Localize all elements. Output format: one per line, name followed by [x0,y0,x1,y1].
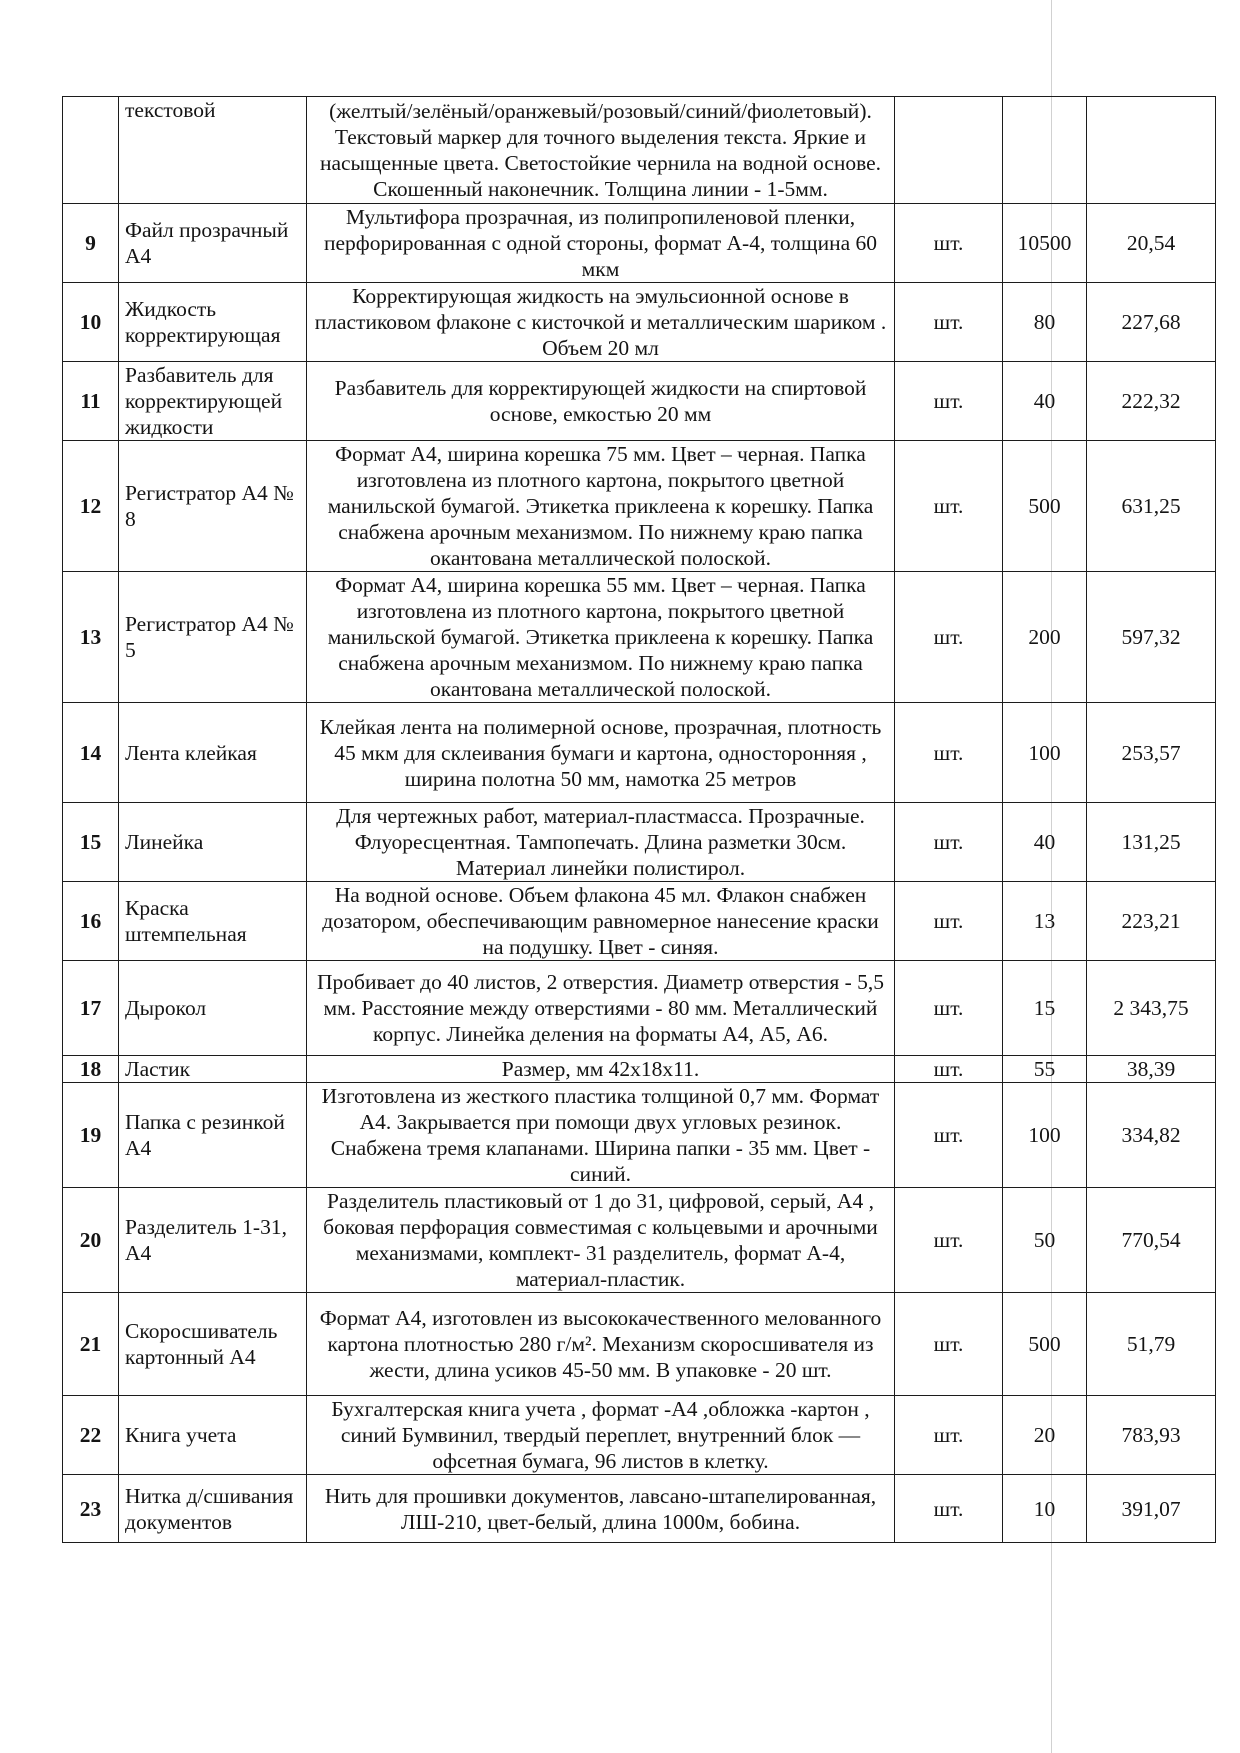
table-row [63,961,1216,1056]
cell-num: 17 [63,961,119,1056]
cell-unit: шт. [895,1188,1003,1293]
cell-name: текстовой [119,97,307,204]
cell-price [1087,97,1216,204]
table-row [63,1188,1216,1293]
cell-desc: Разбавитель для корректирующей жидкости на спиртовой основе, емкостью 20 мм [307,362,895,441]
cell-desc: Формат А4, ширина корешка 75 мм. Цвет – черная. Папка изготовлена из плотного картона, покрытого цветной манильской бумагой. Этикетка приклеена к корешку. Папка снабжена арочным механизмом. По нижнему краю папка окантована металлической полоской. [307,441,895,572]
cell-num: 18 [63,1056,119,1083]
cell-unit: шт. [895,572,1003,703]
cell-qty: 500 [1003,441,1087,572]
cell-name: Нитка д/сшивания документов [119,1475,307,1543]
table-row [63,803,1216,882]
cell-unit: шт. [895,204,1003,283]
cell-desc: (желтый/зелёный/оранжевый/розовый/синий/фиолетовый). Текстовый маркер для точного выделения текста. Яркие и насыщенные цвета. Светостойкие чернила на водной основе. Скошенный наконечник. Толщина линии - 1-5мм. [307,97,895,204]
table-row [63,441,1216,572]
cell-unit: шт. [895,1293,1003,1396]
cell-unit: шт. [895,803,1003,882]
cell-name: Линейка [119,803,307,882]
cell-unit: шт. [895,1396,1003,1475]
cell-num: 9 [63,204,119,283]
cell-qty: 15 [1003,961,1087,1056]
table-row [63,1396,1216,1475]
cell-name: Ластик [119,1056,307,1083]
cell-unit: шт. [895,1083,1003,1188]
cell-num: 20 [63,1188,119,1293]
specification-table [62,96,1216,1543]
cell-qty: 20 [1003,1396,1087,1475]
cell-qty: 40 [1003,362,1087,441]
cell-name: Жидкость корректирующая [119,283,307,362]
cell-qty: 55 [1003,1056,1087,1083]
cell-price: 334,82 [1087,1083,1216,1188]
cell-qty: 100 [1003,1083,1087,1188]
cell-name: Скоросшиватель картонный А4 [119,1293,307,1396]
cell-qty: 80 [1003,283,1087,362]
cell-qty [1003,97,1087,204]
cell-unit: шт. [895,961,1003,1056]
cell-desc: Для чертежных работ, материал-пластмасса. Прозрачные. Флуоресцентная. Тампопечать. Длина разметки 30см. Материал линейки полистирол. [307,803,895,882]
cell-name: Книга учета [119,1396,307,1475]
cell-num: 21 [63,1293,119,1396]
cell-desc: Пробивает до 40 листов, 2 отверстия. Диаметр отверстия - 5,5 мм. Расстояние между отверстиями - 80 мм. Металлический корпус. Линейка деления на форматы А4, А5, А6. [307,961,895,1056]
cell-qty: 40 [1003,803,1087,882]
cell-qty: 13 [1003,882,1087,961]
cell-num: 22 [63,1396,119,1475]
cell-qty: 50 [1003,1188,1087,1293]
cell-price: 222,32 [1087,362,1216,441]
cell-qty: 200 [1003,572,1087,703]
table-row [63,97,1216,204]
cell-price: 38,39 [1087,1056,1216,1083]
cell-desc: Бухгалтерская книга учета , формат -А4 ,обложка -картон , синий Бумвинил, твердый переплет, внутренний блок — офсетная бумага, 96 листов в клетку. [307,1396,895,1475]
cell-num: 13 [63,572,119,703]
table-row [63,703,1216,803]
cell-qty: 10 [1003,1475,1087,1543]
cell-unit: шт. [895,362,1003,441]
cell-price: 2 343,75 [1087,961,1216,1056]
cell-name: Разделитель 1-31, А4 [119,1188,307,1293]
table-row [63,1083,1216,1188]
cell-price: 391,07 [1087,1475,1216,1543]
cell-price: 227,68 [1087,283,1216,362]
cell-name: Файл прозрачный А4 [119,204,307,283]
cell-desc: Размер, мм 42х18х11. [307,1056,895,1083]
cell-price: 253,57 [1087,703,1216,803]
cell-desc: Формат А4, ширина корешка 55 мм. Цвет – черная. Папка изготовлена из плотного картона, покрытого цветной манильской бумагой. Этикетка приклеена к корешку. Папка снабжена арочным механизмом. По нижнему краю папка окантована металлической полоской. [307,572,895,703]
cell-price: 631,25 [1087,441,1216,572]
cell-desc: Корректирующая жидкость на эмульсионной основе в пластиковом флаконе с кисточкой и металлическим шариком . Объем 20 мл [307,283,895,362]
table-row [63,362,1216,441]
cell-price: 597,32 [1087,572,1216,703]
cell-unit: шт. [895,1475,1003,1543]
cell-num [63,97,119,204]
cell-desc: Формат А4, изготовлен из высококачественного мелованного картона плотностью 280 г/м². Механизм скоросшивателя из жести, длина усиков 45-50 мм. В упаковке - 20 шт. [307,1293,895,1396]
cell-num: 15 [63,803,119,882]
cell-num: 23 [63,1475,119,1543]
cell-name: Лента клейкая [119,703,307,803]
table-row [63,572,1216,703]
cell-qty: 10500 [1003,204,1087,283]
cell-unit: шт. [895,703,1003,803]
cell-price: 51,79 [1087,1293,1216,1396]
cell-qty: 100 [1003,703,1087,803]
cell-desc: Нить для прошивки документов, лавсано-штапелированная, ЛШ-210, цвет-белый, длина 1000м, бобина. [307,1475,895,1543]
cell-num: 12 [63,441,119,572]
cell-name: Регистратор А4 № 5 [119,572,307,703]
cell-num: 10 [63,283,119,362]
cell-price: 783,93 [1087,1396,1216,1475]
table-row [63,1475,1216,1543]
cell-name: Разбавитель для корректирующей жидкости [119,362,307,441]
cell-price: 131,25 [1087,803,1216,882]
cell-price: 20,54 [1087,204,1216,283]
cell-desc: Изготовлена из жесткого пластика толщиной 0,7 мм. Формат А4. Закрывается при помощи двух угловых резинок. Снабжена тремя клапанами. Ширина папки - 35 мм. Цвет - синий. [307,1083,895,1188]
cell-num: 16 [63,882,119,961]
cell-unit: шт. [895,1056,1003,1083]
cell-num: 14 [63,703,119,803]
cell-name: Регистратор А4 № 8 [119,441,307,572]
cell-name: Краска штемпельная [119,882,307,961]
cell-desc: Мультифора прозрачная, из полипропиленовой пленки, перфорированная с одной стороны, формат А-4, толщина 60 мкм [307,204,895,283]
table-row [63,283,1216,362]
cell-desc: На водной основе. Объем флакона 45 мл. Флакон снабжен дозатором, обеспечивающим равномерное нанесение краски на подушку. Цвет - синяя. [307,882,895,961]
cell-name: Папка с резинкой А4 [119,1083,307,1188]
cell-num: 11 [63,362,119,441]
table-row [63,882,1216,961]
cell-qty: 500 [1003,1293,1087,1396]
cell-unit [895,97,1003,204]
cell-price: 223,21 [1087,882,1216,961]
cell-unit: шт. [895,283,1003,362]
cell-unit: шт. [895,441,1003,572]
cell-num: 19 [63,1083,119,1188]
table-row [63,1293,1216,1396]
table-row [63,1056,1216,1083]
cell-desc: Разделитель пластиковый от 1 до 31, цифровой, серый, А4 , боковая перфорация совместимая с кольцевыми и арочными механизмами, комплект- 31 разделитель, формат А-4, материал-пластик. [307,1188,895,1293]
cell-desc: Клейкая лента на полимерной основе, прозрачная, плотность 45 мкм для склеивания бумаги и картона, односторонняя , ширина полотна 50 мм, намотка 25 метров [307,703,895,803]
cell-name: Дырокол [119,961,307,1056]
cell-unit: шт. [895,882,1003,961]
cell-price: 770,54 [1087,1188,1216,1293]
table-row [63,204,1216,283]
